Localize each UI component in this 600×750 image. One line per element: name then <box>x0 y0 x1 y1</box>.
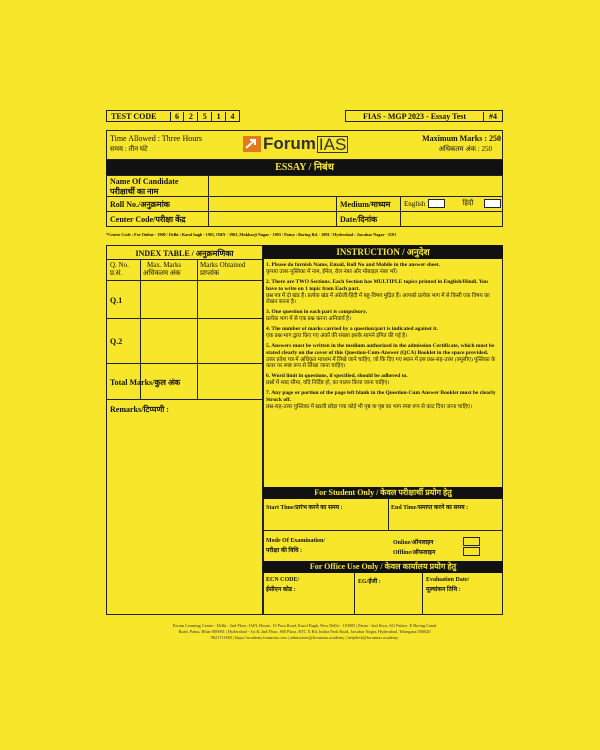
candidate-name-label-en: Name Of Candidate <box>110 177 179 186</box>
offline-checkbox[interactable] <box>463 547 480 556</box>
instruction-item: 2. There are TWO Sections. Each Section has MULTIPLE topics printed in English/Hindi. You have to write on 1 topic from Each part. प्रश्न पत्र में दो खंड हैं। प्रत्येक खंड में अंग्रेजी/हिंदी में बहु-विषय मुद्रित हैं। आपको प्रत्येक भाग में से किसी एक विषय का लेखन करना है। <box>266 278 490 306</box>
test-code-box <box>106 110 240 122</box>
footer <box>106 623 503 640</box>
instruction-item: 3. One question in each part is compulsory. प्रत्येक भाग में से एक प्रश्न करना अनिवार्य है। <box>266 309 367 323</box>
row-q1-label: Q.1 <box>110 296 123 305</box>
student-only-bar: For Student Only / केवल परीक्षार्थी प्रयोग हेतु <box>263 487 503 499</box>
test-code-digit: 4 <box>225 112 239 121</box>
date-label: Date/दिनांक <box>340 215 378 224</box>
time-allowed-hi: समय : तीन घंटे <box>110 145 148 153</box>
center-codes-note: *Center Code : For Online - 1900 / Delhi : Karol bagh - 1901, ORN - 1902, Mukharji Nagar - 1903 / Patna : Boring Rd. - 2001 / Hyderabad : Jawahar Nagar - 2101 <box>106 232 397 237</box>
date-field[interactable] <box>402 212 502 226</box>
index-table <box>106 245 263 615</box>
ecn-code-label-hi: ईसीएन कोड : <box>266 587 296 593</box>
col-obtained <box>200 261 245 278</box>
end-time-label: End Time/समाप्त करने का समय : <box>391 505 469 511</box>
max-marks-en: Maximum Marks : 250 <box>422 134 501 143</box>
ecn-code-label-en: ECN CODE/ <box>266 577 300 583</box>
footer-line-3: 9821711605 | https://academy.forumias.com | admissions@forumias.academy | helpdesk@forumias.academy <box>210 634 399 640</box>
max-marks-hi: अधिकतम अंक : 250 <box>438 145 492 153</box>
test-name: FIAS - MGP 2023 - Essay Test <box>362 111 467 121</box>
center-code-label: Center Code/परीक्षा केंद्र <box>110 215 186 224</box>
medium-hindi-checkbox[interactable] <box>484 199 501 208</box>
footer-line-2: Road, Patna, Bihar 800001 | Hyderabad - 1st & 2nd Floor, SM Plaza, RTC X Rd, Indira Park Road, Jawahar Nagar, Hyderabad, Telangana 500020 <box>178 628 431 634</box>
row-q2-label: Q.2 <box>110 337 123 346</box>
offline-option <box>393 547 480 556</box>
online-label: Online/ऑनलाइन <box>393 539 434 546</box>
instruction-item: 1. Please do furnish Name, Email, Roll No and Mobile in the answer sheet. कृपया उत्तर-पुस्तिका में नाम, ईमेल, रोल नंबर और मोबाइल नंबर भरें। <box>266 262 440 275</box>
forumias-logo <box>243 134 348 154</box>
col-qno-en: Q. No. <box>110 261 129 269</box>
mode-label-hi: परीक्षा की विधि : <box>266 548 303 554</box>
logo-text: Forum <box>263 134 316 153</box>
instruction-item: 6. Word limit in questions, if specified, should be adhered to. प्रश्नों में शब्द सीमा, यदि निर्दिष्ट हो, का पालन किया जाना चाहिए। <box>266 373 408 387</box>
end-time-field[interactable] <box>391 512 501 528</box>
online-checkbox[interactable] <box>463 537 480 546</box>
medium-options <box>404 199 501 208</box>
col-obtained-en: Marks Obtained <box>200 261 246 269</box>
medium-english-label: English <box>404 199 426 208</box>
footer-line-1: Forum Learning Centre : Delhi - 2nd Floor, IAPL House, 19 Pusa Road, Karol Bagh, New Delhi - 110005 | Patna - 2nd floor, AG Palace, E Boring Canal <box>172 623 437 628</box>
roll-no-label: Roll No./अनुक्रमांक <box>110 200 170 209</box>
instruction-item: 5. Answers must be written in the medium authorized in the admission Certificate, which must be stated clearly on the cover of this Question-Cum-Answer (QCA) Booklet in the space provided. उत्तर प्रवेश पत्र में अधिकृत माध्यम में लिखे जाने चाहिए, जो कि दिए गए स्थान में इस प्रश्न-सह-उत्तर (क्यूसीए) पुस्तिका के कवर पर स्पष्ट रूप से लिखा जाना चाहिए। <box>266 342 496 370</box>
eval-date-label-en: Evaluation Date/ <box>426 577 470 583</box>
test-code-digit: 2 <box>183 112 197 121</box>
candidate-name-field[interactable] <box>210 176 502 195</box>
test-code-digit: 5 <box>197 112 211 121</box>
col-qno <box>110 261 129 278</box>
test-code-label: TEST CODE <box>111 111 157 121</box>
office-only-bar: For Office Use Only / केवल कार्यालय प्रयोग हेतु <box>263 561 503 573</box>
offline-label: Offline/ऑफलाइन <box>393 549 436 556</box>
start-time-field[interactable] <box>266 512 386 528</box>
medium-hindi-label: हिंदी <box>462 199 474 207</box>
col-max-hi: अधिकतम अंक <box>143 269 181 278</box>
logo-arrow-icon <box>243 136 261 152</box>
test-code-digit: 1 <box>211 112 225 121</box>
online-option <box>393 537 480 546</box>
col-max <box>143 261 181 278</box>
total-marks-label: Total Marks/कुल अंक <box>110 378 181 387</box>
time-allowed-en: Time Allowed : Three Hours <box>110 134 202 143</box>
col-max-en: Max. Marks <box>147 261 182 269</box>
essay-title-bar: ESSAY / निबंध <box>106 160 503 175</box>
logo-text-ias: IAS <box>318 134 347 154</box>
eval-date-label-hi: मूल्यांकन तिथि : <box>426 587 461 593</box>
instruction-item: 4. The number of marks carried by a question/part is indicated against it. एक प्रश्न/भाग द्वारा किए गए अंकों की संख्या इसके सामने इंगित की गई है। <box>266 326 438 339</box>
instructions-list <box>266 262 500 414</box>
test-code-digit: 6 <box>170 112 184 121</box>
remarks-label: Remarks/टिप्पणी : <box>110 405 169 414</box>
start-time-label: Start Time/प्रारंभ करने का समय : <box>266 505 343 511</box>
test-number: #4 <box>483 112 502 121</box>
index-table-title: INDEX TABLE / अनुक्रमणिका <box>135 249 234 258</box>
instruction-item: 7. Any page or portion of the page left blank in the Question-Cum Answer Booklet must be clearly Struck off. प्रश्न-सह-उत्तर पुस्तिका में खाली छोड़ा गया कोई भी पृष्ठ या पृष्ठ का भाग स्पष्ट रूप से काट दिया जाना चाहिए। <box>266 390 496 410</box>
col-qno-hi: प्र.सं. <box>110 269 123 278</box>
eg-label: EG/ईजी : <box>358 579 381 585</box>
instructions-title: INSTRUCTION / अनुदेश <box>263 245 503 259</box>
mode-label-en: Mode Of Examination/ <box>266 538 326 544</box>
candidate-name-label-hi: परीक्षार्थी का नाम <box>110 187 159 196</box>
roll-no-field[interactable] <box>210 197 335 210</box>
test-name-box <box>345 110 503 122</box>
col-obtained-hi: प्राप्तांक <box>200 269 220 278</box>
center-code-field[interactable] <box>210 212 335 226</box>
medium-english-checkbox[interactable] <box>428 199 445 208</box>
medium-label: Medium/माध्यम <box>340 200 391 209</box>
